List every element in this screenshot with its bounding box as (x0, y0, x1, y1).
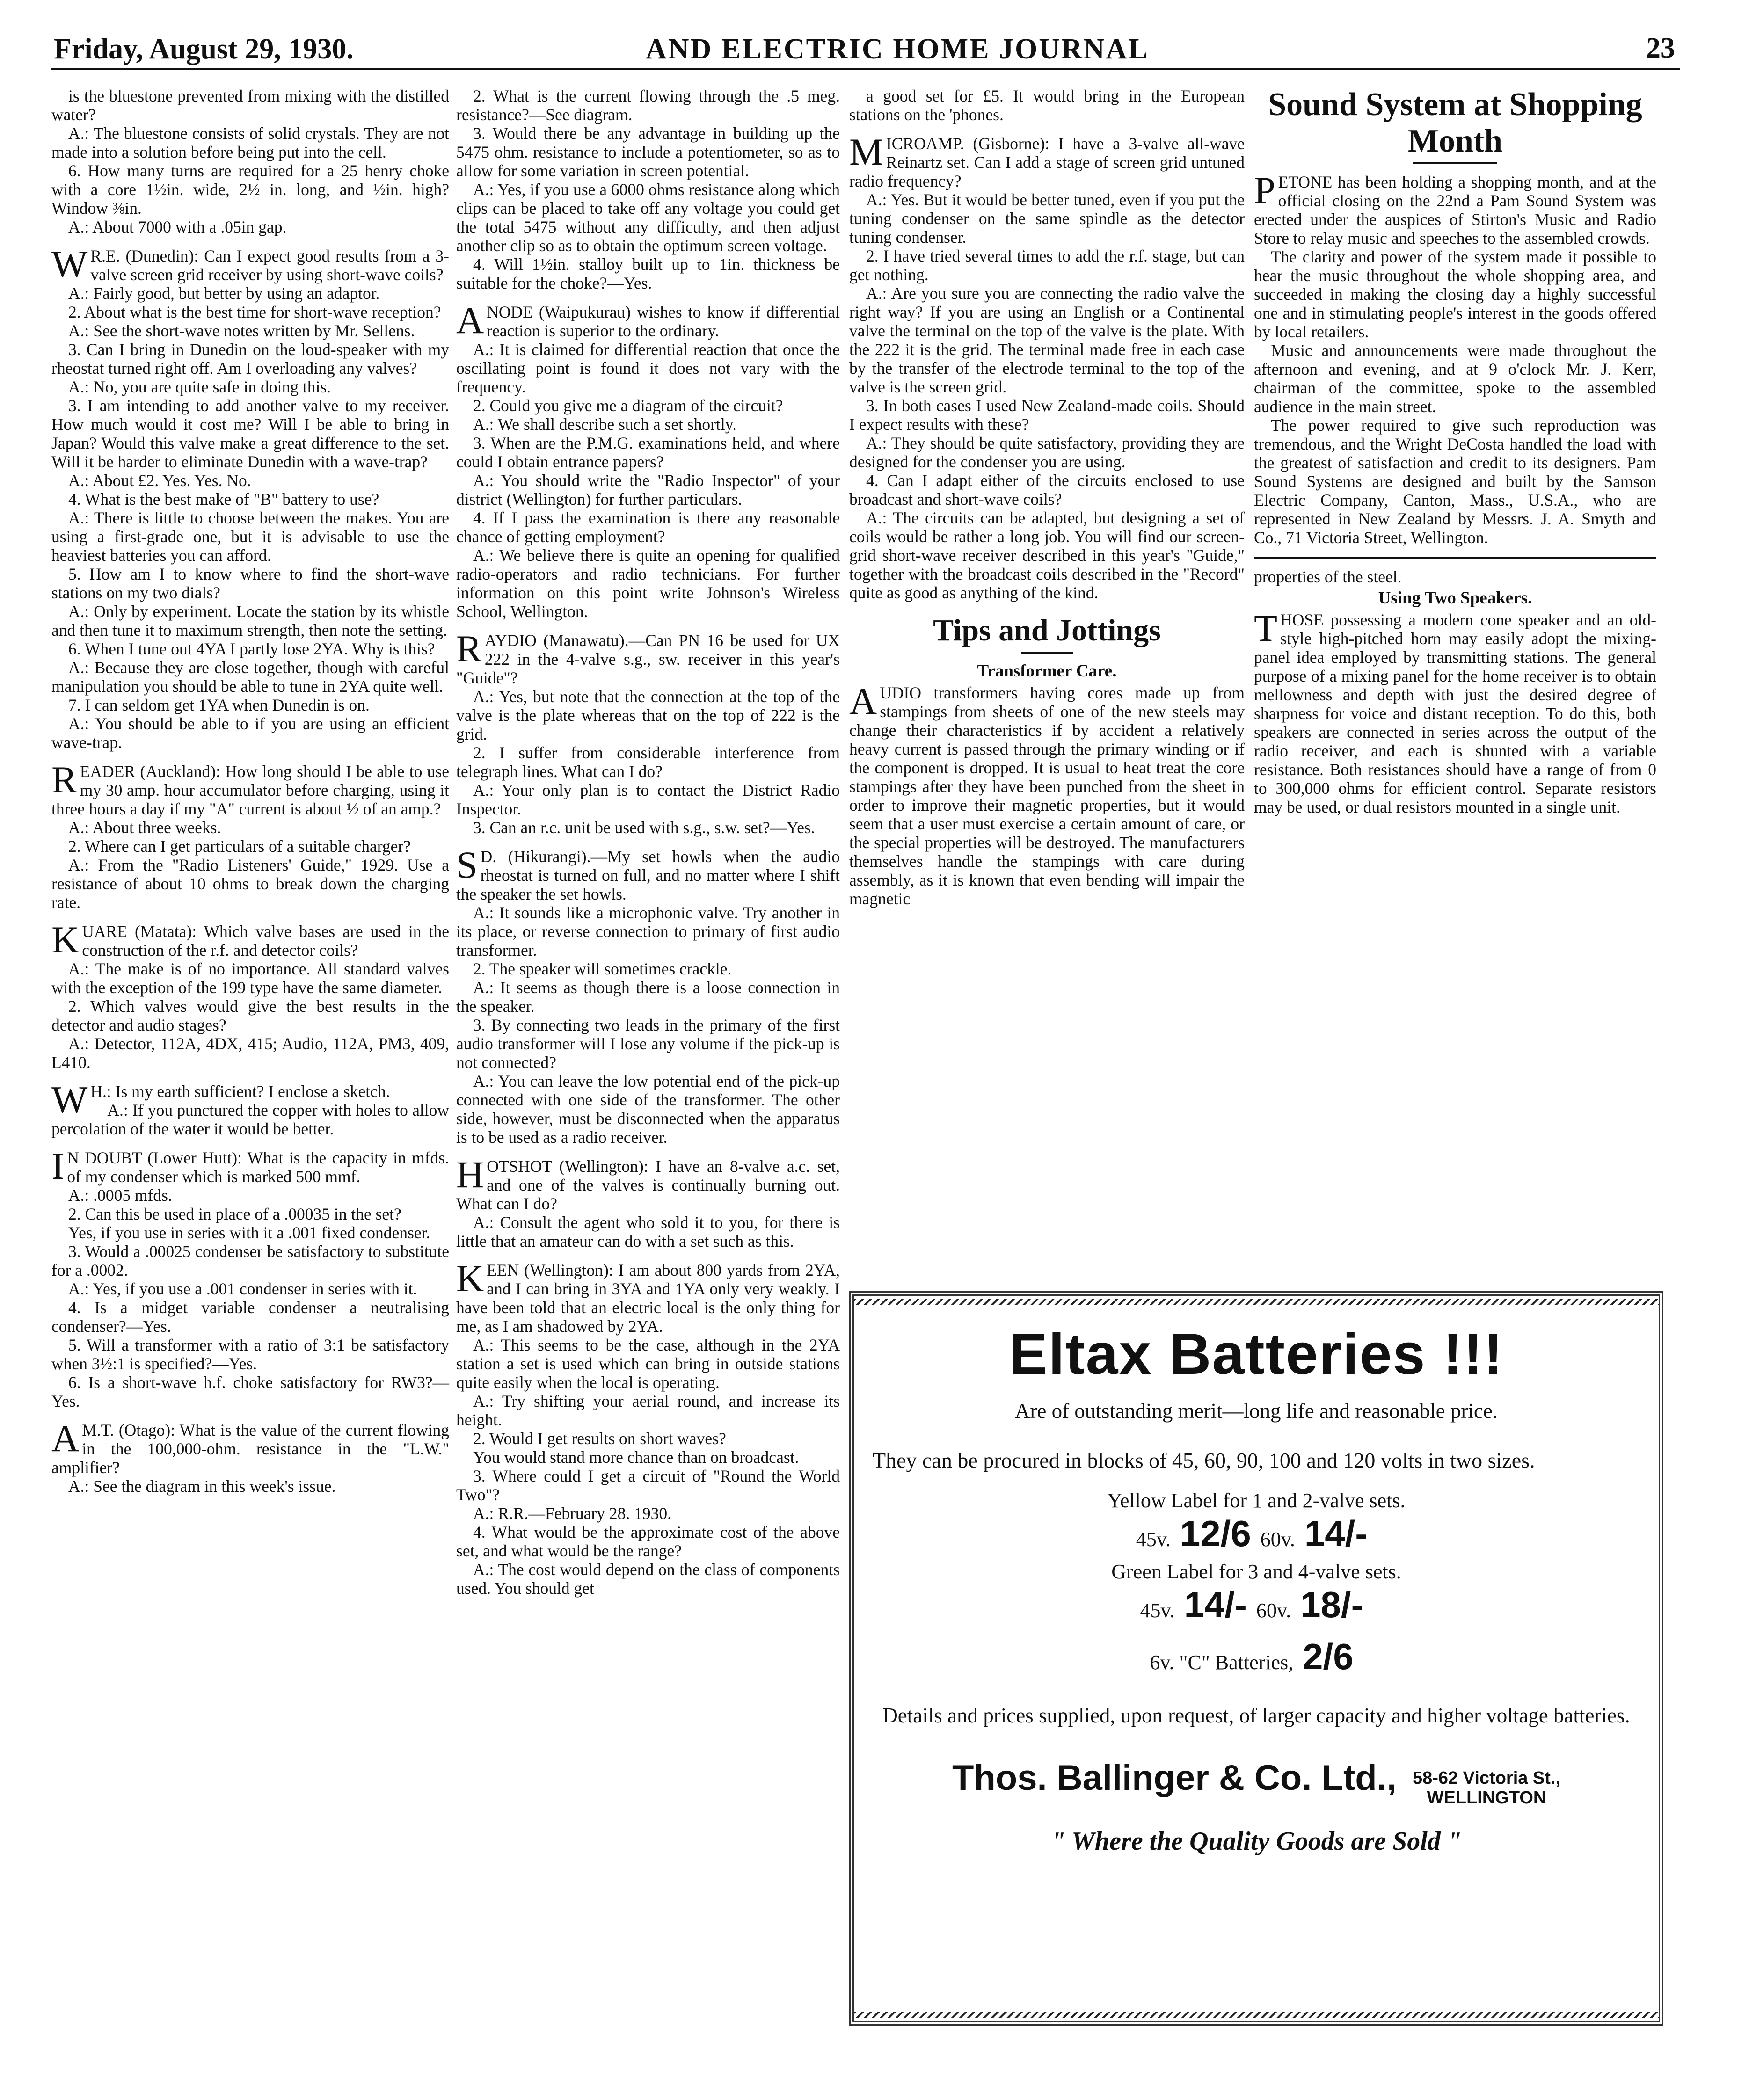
column-rule (1254, 557, 1656, 559)
question (456, 1153, 840, 1213)
drop-cap: A (456, 299, 484, 342)
question-text: UARE (Matata): Which valve bases are used in the construction of the r.f. and detector coils? (82, 922, 449, 959)
green-label-text: Green Label for 3 and 4-valve sets. (1111, 1560, 1401, 1583)
drop-cap: S (456, 843, 478, 886)
qa-item (849, 87, 1245, 124)
article-paragraph: The clarity and power of the system made it possible to hear the music throughout the whole shopping area, and succeeded in making the closing day a highly successful one and in stimulating people's interest in the goods offered by local retailers. (1254, 247, 1656, 341)
column-3-answers (849, 87, 1245, 602)
answer-line: A.: Detector, 112A, 4DX, 415; Audio, 112A, PM3, 409, L410. (51, 1034, 449, 1072)
answer-line: 4. If I pass the examination is there any reasonable chance of getting employment? (456, 509, 840, 546)
answer-line: A.: It sounds like a microphonic valve. Try another in its place, or reverse connection to primary of first audio transformer. (456, 903, 840, 959)
answer-line: 4. What is the best make of "B" battery to use? (68, 490, 379, 509)
question (456, 843, 840, 903)
qa-item (456, 843, 840, 1147)
question (51, 1417, 449, 1477)
answer-line: A.: Try shifting your aerial round, and increase its height. (456, 1392, 840, 1429)
qa-item (456, 1257, 840, 1598)
ad-details: Details and prices supplied, upon request, of larger capacity and higher voltage batteries. (882, 1704, 1630, 1727)
answer-line: 2. Which valves would give the best results in the detector and audio stages? (51, 997, 449, 1034)
answer-line: A.: Your only plan is to contact the District Radio Inspector. (456, 781, 840, 818)
column-3 (849, 87, 1245, 908)
question (456, 1257, 840, 1336)
qa-item (456, 87, 840, 292)
answer-line: A.: If you punctured the copper with holes to allow percolation of the water it would be better. (51, 1101, 449, 1138)
page-header (51, 23, 1680, 70)
qa-item (51, 1078, 449, 1138)
ad-tagline: Are of outstanding merit—long life and reasonable price. (1014, 1399, 1498, 1423)
qa-item (51, 1145, 449, 1410)
answer-line: A.: The cost would depend on the class of components used. You should get (456, 1560, 840, 1598)
question-text: EEN (Wellington): I am about 800 yards from 2YA, and I can bring in 3YA and 1YA only very weakly. I have been told that an electric local is the only thing for me, as I am shadowed by 2YA. (456, 1261, 840, 1336)
title-rule (1413, 162, 1497, 164)
answer-line: 2. What is the current flowing through the .5 meg. resistance?—See diagram. (456, 87, 840, 124)
answer-line: You would stand more chance than on broadcast. (473, 1448, 799, 1467)
answer-line: A.: It is claimed for differential reaction that once the oscillating point is found it does not vary with the frequency. (456, 340, 840, 396)
drop-cap: I (51, 1145, 65, 1187)
qa-item (456, 1153, 840, 1250)
qa-item (51, 918, 449, 1072)
ad-sizes-text: They can be procured in blocks of 45, 60, 90, 100 and 120 volts in two sizes. (873, 1448, 1535, 1472)
answer-line: 6. Is a short-wave h.f. choke satisfactory for RW3?—Yes. (51, 1373, 449, 1410)
header-date: Friday, August 29, 1930. (54, 33, 354, 65)
answer-line: A.: The circuits can be adapted, but designing a set of coils would be rather a long job. You will find our screen-grid short-wave receiver described in this year's "Guide," together with the broadcast coils described in the "Record" quite as good as anything of the kind. (849, 509, 1245, 602)
question-text: AYDIO (Manawatu).—Can PN 16 be used for UX 222 in the 4-valve s.g., sw. receiver in this year's "Guide"? (456, 631, 840, 687)
answer-line: A.: It seems as though there is a loose connection in the speaker. (456, 978, 840, 1016)
answer-line: A.: See the short-wave notes written by Mr. Sellens. (68, 321, 415, 340)
question (51, 1145, 449, 1187)
answer-line: 6. When I tune out 4YA I partly lose 2YA. Why is this? (68, 639, 435, 658)
article-text: UDIO transformers having cores made up from stampings from sheets of one of the new steels may change their characteristics if by accident a relatively heavy current is passed through the primary winding or if the component is dropped. It is usual to heat treat the core stampings after they have been punched from the sheet in order to improve their magnetic properties, but it would seem that a user must exercise a certain amount of care, or the special properties will be destroyed. The manufacturers themselves handle the stampings with care during assembly, as it is known that even bending will impair the magnetic (849, 683, 1245, 908)
tips-article (849, 680, 1245, 908)
qa-item (51, 758, 449, 912)
drop-cap: R (51, 758, 77, 801)
answer-line: A.: We shall describe such a set shortly. (473, 415, 737, 434)
answer-line: 3. By connecting two leads in the primary of the first audio transformer will I lose any volume if the pick-up is not connected? (456, 1016, 840, 1072)
answer-line: 3. I am intending to add another valve to my receiver. How much would it cost me? Will I be able to bring in Japan? Would this valve make a great difference to the set. Will it be harder to eliminate Dunedin with a wave-trap? (51, 396, 449, 471)
answer-line: 5. How am I to know where to find the short-wave stations on my two dials? (51, 565, 449, 602)
ad-slogan: " Where the Quality Goods are Sold " (1051, 1827, 1462, 1856)
answer-line: 2. About what is the best time for short-wave reception? (68, 303, 441, 321)
qa-item (51, 1417, 449, 1496)
answer-line: A.: .0005 mfds. (68, 1186, 172, 1205)
answer-line: is the bluestone prevented from mixing with the distilled water? (51, 87, 449, 124)
answer-line: Yes, if you use in series with it a .001 fixed condenser. (68, 1223, 430, 1242)
firm-address: 58-62 Victoria St., WELLINGTON (1412, 1768, 1561, 1808)
drop-cap: P (1254, 169, 1275, 211)
answer-line: 3. Would there be any advantage in building up the 5475 ohm. resistance to include a potentiometer, so as to allow for some variation in screen potential. (456, 124, 840, 180)
answer-line: 2. I have tried several times to add the r.f. stage, but can get nothing. (849, 247, 1245, 284)
question-text: NODE (Waipukurau) wishes to know if differential reaction is superior to the ordinary. (487, 303, 840, 340)
answer-line: A.: Yes. But it would be better tuned, even if you put the tuning condenser on the same spindle as the detector tuning condenser. (849, 190, 1245, 247)
answer-line: A.: The bluestone consists of solid crystals. They are not made into a solution before being put into the cell. (51, 124, 449, 161)
drop-cap: K (456, 1257, 484, 1300)
qa-item (456, 627, 840, 837)
answer-line: A.: From the "Radio Listeners' Guide," 1929. Use a resistance of about 10 ohms to break down the charging rate. (51, 856, 449, 912)
answer-line: 2. Where can I get particulars of a suitable charger? (68, 837, 411, 856)
page-number: 23 (1646, 32, 1675, 64)
question (51, 758, 449, 818)
zigzag-border (854, 1299, 1659, 1305)
eltax-advertisement (849, 1291, 1663, 2026)
answer-line: A.: Fairly good, but better by using an adaptor. (68, 284, 380, 303)
column-1 (51, 87, 449, 2070)
article-text: ETONE has been holding a shopping month, and at the official closing on the 22nd a Pam Sound System was erected under the auspices of Stirton's Music and Radio Store to relay music and speeches to the assembled crowds. (1254, 173, 1656, 247)
answer-line: A.: About three weeks. (68, 818, 221, 837)
title-rule (1021, 652, 1073, 654)
answer-line: A.: The make is of no importance. All standard valves with the exception of the 199 type have the same diameter. (51, 959, 449, 997)
answer-line: A.: See the diagram in this week's issue. (68, 1477, 336, 1496)
question-text: OTSHOT (Wellington): I have an 8-valve a.c. set, and one of the valves is continually burning out. What can I do? (456, 1157, 840, 1213)
answer-line: A.: This seems to be the case, although in the 2YA station a set is used which can bring in outside stations quite easily when the local is operating. (456, 1336, 840, 1392)
continued-text: properties of the steel. (1254, 567, 1402, 586)
column-4 (1254, 87, 1656, 816)
qa-item (849, 131, 1245, 602)
article-paragraph: The power required to give such reproduction was tremendous, and the Wright DeCosta handled the load with the greatest of satisfaction and credit to its designers. Pam Sound Systems are designed and built by the Samson Electric Company, Canton, Mass., U.S.A., who are represented in New Zealand by Messrs. J. A. Smyth and Co., 71 Victoria Street, Wellington. (1254, 416, 1656, 547)
firm-name: Thos. Ballinger & Co. Ltd., (952, 1758, 1397, 1798)
sound-article (1254, 169, 1656, 547)
answer-line: 4. What would be the approximate cost of the above set, and what would be the range? (456, 1523, 840, 1560)
answer-line: 2. Can this be used in place of a .00035 in the set? (68, 1205, 401, 1223)
answer-line: A.: You should write the "Radio Inspector" of your district (Wellington) for further particulars. (456, 471, 840, 509)
answer-line: A.: We believe there is quite an opening for qualified radio-operators and radio technicians. For further information on this point write Johnson's Wireless School, Wellington. (456, 546, 840, 621)
answer-line: A.: You should be able to if you are using an efficient wave-trap. (51, 714, 449, 752)
answer-line: 3. Where could I get a circuit of "Round the World Two"? (456, 1467, 840, 1504)
question-text: M.T. (Otago): What is the value of the current flowing in the 100,000-ohm. resistance in the "L.W." amplifier? (51, 1421, 449, 1477)
answer-line: A.: They should be quite satisfactory, providing they are designed for the condenser you are using. (849, 434, 1245, 471)
answer-line: A.: There is little to choose between the makes. You are using a first-grade one, but it is advisable to use the heaviest batteries you can afford. (51, 509, 449, 565)
drop-cap: A (849, 680, 877, 722)
question-text: H.: Is my earth sufficient? I enclose a sketch. (90, 1082, 390, 1101)
answer-line: 3. Can an r.c. unit be used with s.g., s.w. set?—Yes. (473, 818, 815, 837)
question (456, 299, 840, 342)
header-publication: AND ELECTRIC HOME JOURNAL (646, 33, 1149, 65)
answer-line: 2. The speaker will sometimes crackle. (473, 959, 732, 978)
answer-line: 6. How many turns are required for a 25 henry choke with a core 1½in. wide, 2½ in. long, and ½in. high? Window ⅜in. (51, 161, 449, 218)
answer-line: A.: R.R.—February 28. 1930. (473, 1504, 672, 1523)
drop-cap: H (456, 1153, 484, 1196)
question-text: R.E. (Dunedin): Can I expect good results from a 3-valve screen grid receiver by using short-wave coils? (90, 247, 449, 284)
yellow-label-text: Yellow Label for 1 and 2-valve sets. (1107, 1489, 1406, 1512)
question (849, 131, 1245, 190)
answer-line: a good set for £5. It would bring in the European stations on the 'phones. (849, 87, 1245, 124)
question-text: N DOUBT (Lower Hutt): What is the capacity in mfds. of my condenser which is marked 500 mmf. (67, 1148, 449, 1186)
answer-line: A.: About £2. Yes. Yes. No. (68, 471, 251, 490)
drop-cap: M (849, 131, 883, 173)
answer-line: A.: Because they are close together, though with careful manipulation you should be able to tune in 2YA quite well. (51, 658, 449, 696)
answer-line: 4. Can I adapt either of the circuits enclosed to use broadcast and short-wave coils? (849, 471, 1245, 509)
question (456, 627, 840, 687)
tips-subheading: Transformer Care. (977, 661, 1117, 681)
answer-line: A.: Consult the agent who sold it to you, for there is little that an amateur can do with a set such as this. (456, 1213, 840, 1250)
sound-title: Sound System at Shopping Month (1268, 87, 1642, 159)
speakers-subheading: Using Two Speakers. (1378, 589, 1532, 608)
answer-line: A.: Yes, if you use a .001 condenser in series with it. (68, 1279, 417, 1298)
question (51, 243, 449, 285)
question-text: D. (Hikurangi).—My set howls when the audio rheostat is turned on full, and no matter where I shift the speaker the set howls. (456, 847, 840, 903)
article-paragraph: Music and announcements were made throughout the afternoon and evening, and at 9 o'clock Mr. J. Kerr, chairman of the committee, spoke to the assembled audience in the main street. (1254, 341, 1656, 416)
answer-line: 5. Will a transformer with a ratio of 3:1 be satisfactory when 3½:1 is specified?—Yes. (51, 1336, 449, 1373)
qa-item (456, 299, 840, 621)
yellow-prices: 45v. 12/6 60v. 14/- (1136, 1513, 1368, 1554)
answer-line: A.: Only by experiment. Locate the station by its whistle and then tune it to maximum strength, then note the setting. (51, 602, 449, 639)
answer-line: A.: You can leave the low potential end of the pick-up connected with one side of the transformer. The other side, however, must be disconnected when the apparatus is to be used as a radio receiver. (456, 1072, 840, 1147)
drop-cap: R (456, 627, 482, 670)
answer-line: A.: About 7000 with a .05in gap. (68, 218, 287, 236)
qa-item (51, 87, 449, 236)
article-text: HOSE possessing a modern cone speaker and an old-style high-pitched horn may easily adopt the mixing-panel idea employed by transmitting stations. The general purpose of a mixing panel for the home receiver is to obtain mellowness and depth with just the desired degree of sharpness for voice and distant reception. To do this, both speakers are connected in series across the output of the radio receiver, and each is shunted with a variable resistance. Both resistances should have a range of from 0 to 300,000 ohms for efficient control. Separate resistors may be used, or dual resistors mounted in a single unit. (1254, 610, 1656, 816)
qa-item (51, 243, 449, 752)
c-battery-price: 6v. "C" Batteries, 2/6 (1150, 1636, 1354, 1677)
drop-cap: K (51, 918, 80, 961)
zigzag-border (854, 2012, 1659, 2018)
answer-line: 4. Is a midget variable condenser a neutralising condenser?—Yes. (51, 1298, 449, 1336)
speakers-article (1254, 607, 1656, 816)
answer-line: A.: Are you sure you are connecting the radio valve the right way? If you are using an English or a Continental valve the terminal on the top of the valve is the plate. With the 222 it is the grid. The terminal made free in each case by the transfer of the electrode terminal to the top of the valve is the screen grid. (849, 284, 1245, 396)
drop-cap: W (51, 243, 88, 285)
drop-cap: W (51, 1078, 88, 1121)
question (51, 918, 449, 961)
answer-line: 2. Could you give me a diagram of the circuit? (473, 396, 783, 415)
answer-line: A.: Yes, if you use a 6000 ohms resistance along which clips can be placed to take off any voltage you could get the total 5475 without any difficulty, and then adjust another clip so as to obtain the optimum screen voltage. (456, 180, 840, 255)
ad-firm-line (873, 1758, 1640, 1808)
answer-line: 2. Would I get results on short waves? (473, 1429, 726, 1448)
answer-line: A.: Yes, but note that the connection at the top of the valve is the plate whereas that on the top of 222 is the grid. (456, 687, 840, 743)
answer-line: 4. Will 1½in. stalloy built up to 1in. thickness be suitable for the choke?—Yes. (456, 255, 840, 292)
answer-line: A.: No, you are quite safe in doing this. (68, 378, 331, 396)
question-text: EADER (Auckland): How long should I be able to use my 30 amp. hour accumulator before charging, using it three hours a day if my "A" current is about ½ of an amp.? (51, 762, 449, 818)
question-text: ICROAMP. (Gisborne): I have a 3-valve all-wave Reinartz set. Can I add a stage of screen grid untuned radio frequency? (849, 134, 1245, 190)
column-2 (456, 87, 840, 2070)
green-prices: 45v. 14/- 60v. 18/- (1140, 1584, 1363, 1625)
tips-title: Tips and Jottings (933, 613, 1161, 647)
answer-line: 2. I suffer from considerable interference from telegraph lines. What can I do? (456, 743, 840, 781)
drop-cap: A (51, 1417, 80, 1460)
answer-line: 3. Would a .00025 condenser be satisfactory to substitute for a .0002. (51, 1242, 449, 1279)
answer-line: 3. Can I bring in Dunedin on the loud-speaker with my rheostat turned right off. Am I overloading any valves? (51, 340, 449, 378)
drop-cap: T (1254, 607, 1278, 649)
answer-line: 3. In both cases I used New Zealand-made coils. Should I expect results with these? (849, 396, 1245, 434)
answer-line: 7. I can seldom get 1YA when Dunedin is on. (68, 696, 370, 714)
ad-title: Eltax Batteries !!! (1009, 1322, 1504, 1387)
answer-line: 3. When are the P.M.G. examinations held, and where could I obtain entrance papers? (456, 434, 840, 471)
